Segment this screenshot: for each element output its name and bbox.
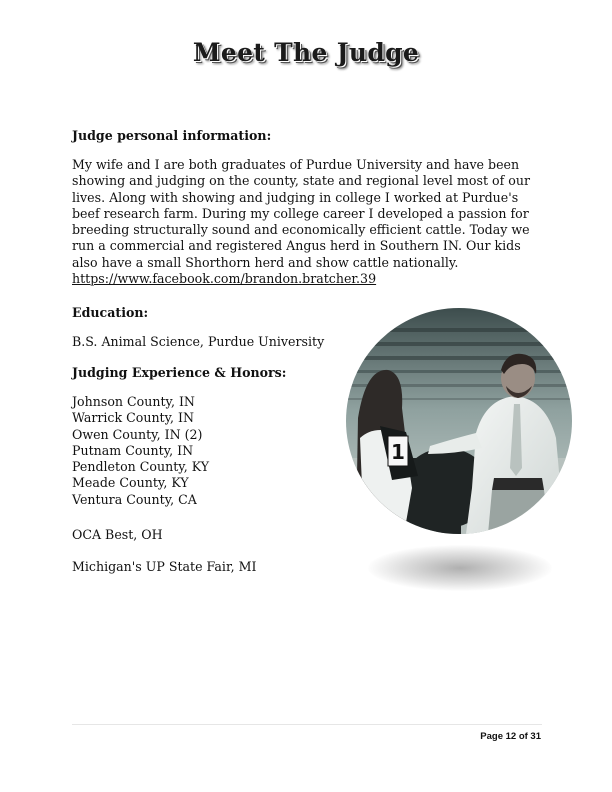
personal-info-heading: Judge personal information: xyxy=(72,128,272,143)
personal-info-text: My wife and I are both graduates of Purdue University and have been showing and judging on the county, state and regional level most of our lives. Along with showing and judging in college I worked at Purdue's beef research farm. During my college career I developed a passion for breeding structurally sound and economically efficient cattle. Today we run a commercial and registered Angus herd in Southern IN. Our kids also have a small Shorthorn herd and show cattle nationally. xyxy=(72,157,530,270)
list-item: Pendleton County, KY xyxy=(72,459,210,475)
list-item: Warrick County, IN xyxy=(72,410,195,426)
judge-photo-illustration xyxy=(346,308,572,534)
education-text: B.S. Animal Science, Purdue University xyxy=(72,334,325,349)
page-title: Meet The Judge xyxy=(192,38,420,67)
personal-info-paragraph xyxy=(72,157,542,287)
honor-oca-best: OCA Best, OH xyxy=(72,527,163,542)
photo-shadow xyxy=(368,545,552,591)
page-number: Page 12 of 31 xyxy=(480,731,541,742)
list-item: Johnson County, IN xyxy=(72,394,195,409)
list-item: Meade County, KY xyxy=(72,475,189,491)
honor-up-state-fair: Michigan's UP State Fair, MI xyxy=(72,559,257,574)
list-item: Putnam County, IN xyxy=(72,442,194,458)
list-item: Owen County, IN (2) xyxy=(72,426,203,442)
judging-experience-list xyxy=(72,394,209,508)
education-heading: Education: xyxy=(72,305,149,320)
experience-heading: Judging Experience & Honors: xyxy=(72,365,287,380)
exhibitor-number: 1 xyxy=(391,440,405,464)
list-item: Ventura County, CA xyxy=(72,491,197,507)
judge-photo xyxy=(346,308,572,534)
facebook-link[interactable]: https://www.facebook.com/brandon.bratcher.39 xyxy=(72,271,377,287)
footer-divider xyxy=(72,724,542,725)
